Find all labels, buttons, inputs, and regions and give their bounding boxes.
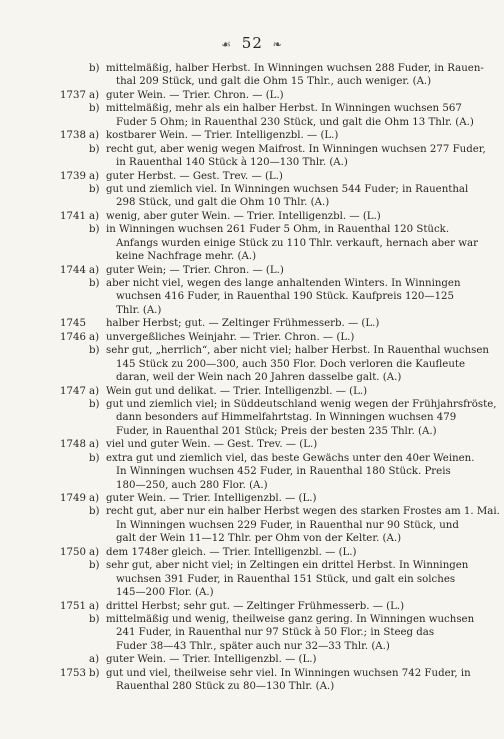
entry-continuation-line (0, 196, 504, 209)
entry-line (0, 129, 504, 142)
entry-marker: b) (89, 143, 100, 155)
page-number: 52 (241, 34, 263, 52)
entry-marker: b) (89, 398, 100, 410)
entry-marker: b) (89, 63, 100, 74)
entry-continuation-line (0, 519, 504, 532)
entry-line (0, 559, 504, 572)
entry-text: daran, weil der Wein nach 20 Jahren dasselbe galt. (A.) (116, 372, 402, 384)
entry-text: Fuder 5 Ohm; in Rauenthal 230 Stück, und galt die Ohm 13 Thlr. (A.) (116, 116, 474, 128)
entry-text: keine Nachfrage mehr. (A.) (116, 251, 257, 263)
entry-continuation-line (0, 626, 504, 639)
entry-text: mittelmäßig, halber Herbst. In Winningen wuchsen 288 Fuder, in Rauen- (106, 63, 484, 74)
entry-line (0, 264, 504, 277)
entry-text: wuchsen 391 Fuder, in Rauenthal 151 Stück, und galt ein solches (116, 573, 456, 585)
entry-text: In Winningen wuchsen 452 Fuder, in Rauenthal 180 Stück. Preis (116, 466, 451, 478)
entry-line (0, 170, 504, 183)
entry-text: 145 Stück zu 200—300, auch 350 Flor. Doch verloren die Kaufleute (116, 358, 466, 370)
entry-text: Anfangs wurden einige Stück zu 110 Thlr. verkauft, hernach aber war (116, 237, 478, 249)
entry-marker: b) (89, 452, 100, 464)
entry-marker: b) (89, 667, 100, 679)
entry-marker: b) (89, 183, 100, 195)
entry-continuation-line (0, 237, 504, 250)
entry-marker: b) (89, 506, 100, 518)
entry-marker: a) (89, 385, 100, 397)
entry-text: guter Wein. — Trier. Intelligenzbl. — (L.) (106, 493, 317, 504)
entry-line (0, 317, 504, 330)
entry-marker: a) (89, 546, 100, 558)
entry-text: aber nicht viel, wegen des lange anhaltenden Winters. In Winningen (106, 278, 461, 289)
entry-continuation-line (0, 304, 504, 317)
entry-text: In Winningen wuchsen 229 Fuder, in Rauenthal nur 90 Stück, und (116, 519, 459, 531)
entry-marker: a) (89, 654, 100, 666)
entry-year: 1749 (60, 493, 86, 504)
entry-continuation-line (0, 532, 504, 545)
entry-text: sehr gut, „herrlich“, aber nicht viel; halber Herbst. In Rauenthal wuchsen (106, 345, 489, 357)
entry-line (0, 344, 504, 357)
entry-line (0, 223, 504, 236)
entry-text: recht gut, aber wenig wegen Maifrost. In Winningen wuchsen 277 Fuder, (106, 143, 486, 155)
entry-line (0, 546, 504, 559)
entry-marker: b) (89, 345, 100, 357)
entry-text: guter Wein; — Trier. Chron. — (L.) (106, 264, 284, 276)
entry-text: kostbarer Wein. — Trier. Intelligenzbl. — (L.) (106, 130, 339, 142)
entry-line (0, 62, 504, 75)
entry-marker: b) (89, 613, 100, 625)
entry-text: Fuder 38—43 Thlr., später auch nur 32—33 Thlr. (A.) (116, 640, 390, 652)
entry-text: wuchsen 416 Fuder, in Rauenthal 190 Stück. Kaufpreis 120—125 (116, 291, 455, 303)
entry-line (0, 398, 504, 411)
entry-line (0, 102, 504, 115)
entry-text: mittelmäßig, mehr als ein halber Herbst. In Winningen wuchsen 567 (106, 103, 462, 115)
entry-text: 145—200 Flor. (A.) (116, 587, 214, 599)
entry-text: Rauenthal 280 Stück zu 80—130 Thlr. (A.) (116, 681, 335, 693)
entry-text: guter Herbst. — Gest. Trev. — (L.) (106, 170, 283, 182)
entry-year: 1739 (60, 170, 86, 182)
entry-line (0, 331, 504, 344)
entry-marker: b) (89, 224, 100, 236)
entry-continuation-line (0, 371, 504, 384)
entry-continuation-line (0, 425, 504, 438)
entry-continuation-line (0, 250, 504, 263)
entry-text: in Rauenthal 140 Stück à 120—130 Thlr. (A.) (116, 157, 348, 169)
entry-line (0, 277, 504, 290)
entry-continuation-line (0, 290, 504, 303)
entry-line (0, 600, 504, 613)
entry-text: halber Herbst; gut. — Zeltinger Frühmesserb. — (L.) (106, 318, 380, 330)
entry-continuation-line (0, 586, 504, 599)
entry-continuation-line (0, 479, 504, 492)
entry-text: drittel Herbst; sehr gut. — Zeltinger Frühmesserb. — (L.) (106, 600, 405, 612)
entry-marker: a) (89, 439, 100, 451)
entry-year: 1750 (60, 546, 86, 558)
page-header (0, 34, 504, 52)
entry-year: 1737 (60, 89, 86, 101)
entry-text: in Winningen wuchsen 261 Fuder 5 Ohm, in Rauenthal 120 Stück. (106, 224, 450, 236)
entry-continuation-line (0, 358, 504, 371)
entry-line (0, 210, 504, 223)
entry-text: thal 209 Stück, und galt die Ohm 15 Thlr., auch weniger. (A.) (116, 76, 432, 88)
entry-year: 1751 (60, 600, 86, 612)
entry-text: Fuder, in Rauenthal 201 Stück; Preis der besten 235 Thlr. (A.) (116, 425, 437, 437)
entry-text: dem 1748er gleich. — Trier. Intelligenzbl. — (L.) (106, 546, 357, 558)
entry-text: gut und ziemlich viel. In Winningen wuchsen 544 Fuder; in Rauenthal (106, 183, 469, 195)
entry-year: 1748 (60, 439, 86, 451)
entry-line (0, 89, 504, 102)
entry-line (0, 653, 504, 666)
entry-continuation-line (0, 116, 504, 129)
entry-text: gut und viel, theilweise sehr viel. In Winningen wuchsen 742 Fuder, in (106, 667, 471, 679)
entry-year: 1753 (60, 667, 86, 679)
entry-text: 298 Stück, und galt die Ohm 10 Thlr. (A.) (116, 197, 330, 209)
entry-year: 1745 (60, 318, 86, 330)
chronicle-entries (0, 62, 504, 694)
entry-line (0, 452, 504, 465)
entry-marker: b) (89, 278, 100, 289)
entry-line (0, 492, 504, 505)
entry-marker: a) (89, 600, 100, 612)
entry-text: sehr gut, aber nicht viel; in Zeltingen ein drittel Herbst. In Winningen (106, 560, 469, 572)
entry-text: Thlr. (A.) (116, 304, 162, 316)
entry-year: 1744 (60, 264, 86, 276)
entry-text: dann besonders auf Himmelfahrtstag. In Winningen wuchsen 479 (116, 412, 457, 424)
entry-marker: a) (89, 170, 100, 182)
entry-continuation-line (0, 156, 504, 169)
entry-continuation-line (0, 465, 504, 478)
entry-text: recht gut, aber nur ein halber Herbst wegen des starken Frostes am 1. Mai. (106, 506, 500, 518)
entry-continuation-line (0, 75, 504, 88)
entry-marker: a) (89, 130, 100, 142)
entry-marker: a) (89, 89, 100, 101)
entry-continuation-line (0, 680, 504, 693)
entry-year: 1738 (60, 130, 86, 142)
entry-text: 241 Fuder, in Rauenthal nur 97 Stück à 50 Flor.; in Steeg das (116, 627, 435, 639)
entry-marker: a) (89, 493, 100, 504)
entry-line (0, 143, 504, 156)
entry-continuation-line (0, 573, 504, 586)
entry-text: galt der Wein 11—12 Thlr. per Ohm von der Kelter. (A.) (116, 533, 402, 545)
entry-continuation-line (0, 640, 504, 653)
entry-line (0, 385, 504, 398)
entry-year: 1741 (60, 210, 86, 222)
ornament-right-icon: ❧ (272, 38, 283, 51)
entry-marker: b) (89, 103, 100, 115)
entry-text: mittelmäßig und wenig, theilweise ganz gering. In Winningen wuchsen (106, 613, 475, 625)
entry-year: 1747 (60, 385, 86, 397)
entry-text: wenig, aber guter Wein. — Trier. Intelligenzbl. — (L.) (106, 210, 381, 222)
entry-year: 1746 (60, 331, 86, 343)
entry-text: 180—250, auch 280 Flor. (A.) (116, 479, 268, 491)
entry-text: extra gut und ziemlich viel, das beste Gewächs unter den 40er Weinen. (106, 452, 475, 464)
entry-marker: a) (89, 210, 100, 222)
entry-text: guter Wein. — Trier. Chron. — (L.) (106, 89, 284, 101)
entry-line (0, 438, 504, 451)
entry-continuation-line (0, 411, 504, 424)
entry-text: unvergeßliches Weinjahr. — Trier. Chron. — (L.) (106, 331, 355, 343)
entry-line (0, 505, 504, 518)
entry-marker: a) (89, 331, 100, 343)
entry-marker: b) (89, 560, 100, 572)
entry-marker: a) (89, 264, 100, 276)
entry-text: guter Wein. — Trier. Intelligenzbl. — (L.) (106, 654, 317, 666)
entry-text: gut und ziemlich viel; in Süddeutschland wenig wegen der Frühjahrsfröste, (106, 398, 497, 410)
ornament-left-icon: ☙ (221, 38, 232, 51)
entry-text: viel und guter Wein. — Gest. Trev. — (L.) (106, 439, 318, 451)
entry-line (0, 613, 504, 626)
entry-text: Wein gut und delikat. — Trier. Intelligenzbl. — (L.) (106, 385, 368, 397)
entry-line (0, 667, 504, 680)
entry-line (0, 183, 504, 196)
